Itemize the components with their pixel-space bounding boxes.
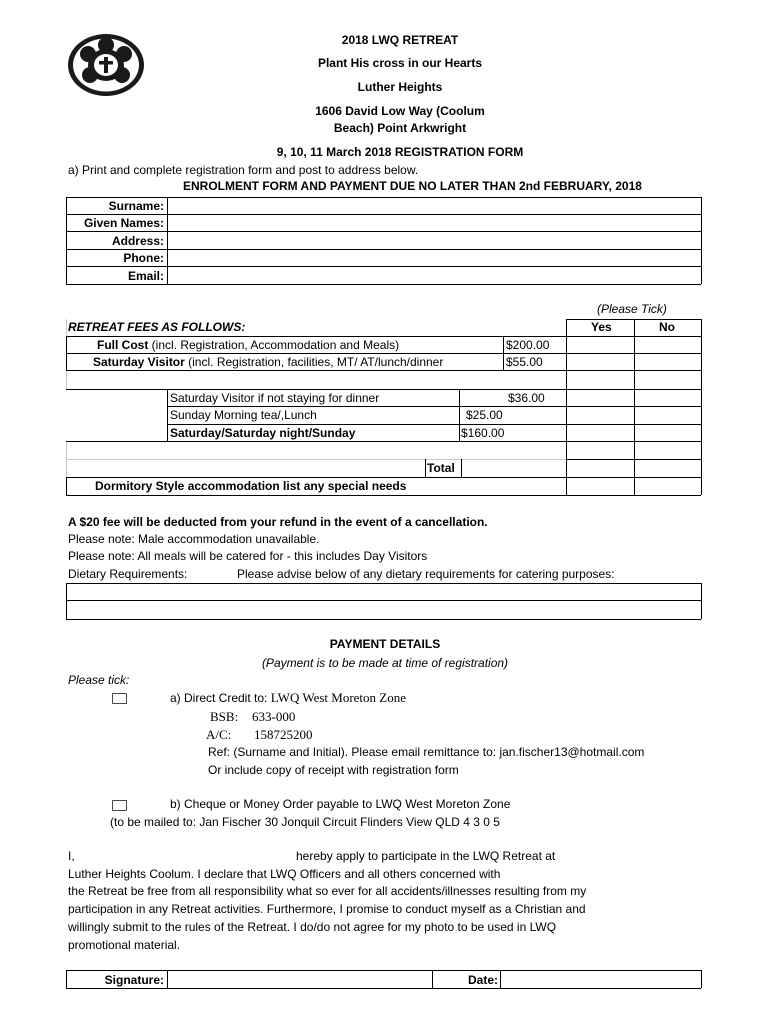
saturday-visitor-price: $55.00 [506, 355, 543, 369]
total-field[interactable] [462, 460, 565, 476]
declaration-line-6: promotional material. [68, 938, 181, 952]
sunday-yes-cell[interactable] [567, 407, 633, 423]
retreat-theme: Plant His cross in our Hearts [317, 56, 483, 70]
luther-rose-cross-icon [66, 32, 146, 98]
sunday-label: Sunday Morning tea/,Lunch [170, 408, 317, 422]
saturday-no-dinner-price: $36.00 [508, 391, 545, 405]
saturday-no-dinner-no-cell[interactable] [635, 390, 700, 405]
ac-label: A/C: [206, 727, 232, 742]
registration-form-title: 9, 10, 11 March 2018 REGISTRATION FORM [276, 145, 524, 159]
direct-credit-checkbox[interactable] [112, 693, 127, 704]
bsb-label: BSB: [210, 709, 239, 724]
payment-subtitle: (Payment is to be made at time of registration) [261, 656, 509, 670]
retreat-title: 2018 LWQ RETREAT [341, 33, 459, 47]
saturday-no-dinner-yes-cell[interactable] [567, 390, 633, 405]
saturday-visitor-label: Saturday Visitor (incl. Registration, facilities, MT/ AT/lunch/dinner [93, 355, 444, 369]
direct-credit-option: a) Direct Credit to: LWQ West Moreton Zone [170, 690, 407, 705]
declaration-line-5: willingly submit to the rules of the Retreat. I do/do not agree for my photo to be used in LWQ [68, 920, 557, 934]
no-header: No [659, 320, 675, 334]
weekend-no-cell[interactable] [635, 425, 700, 440]
dietary-field-2[interactable] [67, 601, 700, 618]
declaration-apply: hereby apply to participate in the LWQ Retreat at [296, 849, 556, 863]
dietary-label: Dietary Requirements: [68, 567, 188, 581]
total-label: Total [427, 461, 455, 475]
phone-label: Phone: [123, 251, 164, 265]
saturday-no-dinner-label: Saturday Visitor if not staying for dinner [170, 391, 380, 405]
fees-title: RETREAT FEES AS FOLLOWS: [68, 320, 246, 334]
dormitory-yes-cell[interactable] [567, 478, 633, 494]
payment-title: PAYMENT DETAILS [329, 637, 441, 651]
bsb-value: 633-000 [252, 709, 296, 724]
declaration-i: I, [68, 849, 75, 863]
signature-label: Signature: [104, 973, 164, 987]
weekend-label: Saturday/Saturday night/Sunday [170, 426, 356, 440]
ac-value: 158725200 [254, 727, 313, 742]
email-label: Email: [127, 269, 164, 283]
given-names-label: Given Names: [83, 216, 164, 230]
given-names-field[interactable] [168, 215, 700, 230]
cheque-option: b) Cheque or Money Order payable to LWQ West Moreton Zone [170, 797, 511, 811]
date-field[interactable] [501, 971, 700, 987]
instruction-print: a) Print and complete registration form and post to address below. [68, 163, 419, 177]
dietary-field-1[interactable] [67, 584, 700, 599]
cancellation-notice: A $20 fee will be deducted from your refund in the event of a cancellation. [68, 515, 488, 529]
receipt-note: Or include copy of receipt with registration form [208, 763, 459, 777]
sunday-no-cell[interactable] [635, 407, 700, 423]
declaration-line-3: the Retreat be free from all responsibility what so ever for all accidents/illnesses resulting from my [68, 884, 587, 898]
dormitory-label: Dormitory Style accommodation list any special needs [95, 479, 407, 493]
please-tick-note: (Please Tick) [597, 302, 667, 316]
declaration-line-2: Luther Heights Coolum. I declare that LWQ Officers and all others concerned with [68, 867, 501, 881]
signature-field[interactable] [168, 971, 431, 987]
venue-address-line1: 1606 David Low Way (Coolum [315, 104, 485, 118]
meals-note: Please note: All meals will be catered for - this includes Day Visitors [68, 549, 428, 563]
saturday-visitor-no-cell[interactable] [635, 354, 700, 369]
venue-address-line2: Beach) Point Arkwright [333, 121, 467, 135]
address-field[interactable] [168, 232, 700, 248]
dormitory-no-cell[interactable] [635, 478, 700, 494]
full-cost-label: Full Cost (incl. Registration, Accommodation and Meals) [97, 338, 400, 352]
full-cost-no-cell[interactable] [635, 337, 700, 352]
male-accommodation-note: Please note: Male accommodation unavailable. [68, 532, 320, 546]
date-label: Date: [467, 973, 498, 987]
full-cost-price: $200.00 [506, 338, 550, 352]
phone-field[interactable] [168, 250, 700, 265]
surname-field[interactable] [168, 198, 700, 213]
mailing-address: (to be mailed to: Jan Fischer 30 Jonquil Circuit Flinders View QLD 4 3 0 5 [110, 815, 500, 829]
sunday-price: $25.00 [466, 408, 503, 422]
luther-rose-logo [66, 32, 146, 98]
due-date-notice: ENROLMENT FORM AND PAYMENT DUE NO LATER THAN 2nd FEBRUARY, 2018 [183, 179, 642, 193]
dietary-instruction: Please advise below of any dietary requirements for catering purposes: [237, 567, 615, 581]
yes-header: Yes [591, 320, 612, 334]
cheque-checkbox[interactable] [112, 800, 127, 811]
declaration-line-4: participation in any Retreat activities. Furthermore, I promise to conduct myself as a Christian and [68, 902, 586, 916]
payment-please-tick: Please tick: [68, 673, 130, 687]
address-label: Address: [111, 234, 164, 248]
surname-label: Surname: [108, 199, 164, 213]
saturday-visitor-yes-cell[interactable] [567, 354, 633, 369]
venue-name: Luther Heights [357, 80, 443, 94]
full-cost-yes-cell[interactable] [567, 337, 633, 352]
email-field[interactable] [168, 267, 700, 283]
weekend-price: $160.00 [461, 426, 505, 440]
payment-reference: Ref: (Surname and Initial). Please email remittance to: jan.fischer13@hotmail.com [208, 745, 645, 759]
weekend-yes-cell[interactable] [567, 425, 633, 440]
